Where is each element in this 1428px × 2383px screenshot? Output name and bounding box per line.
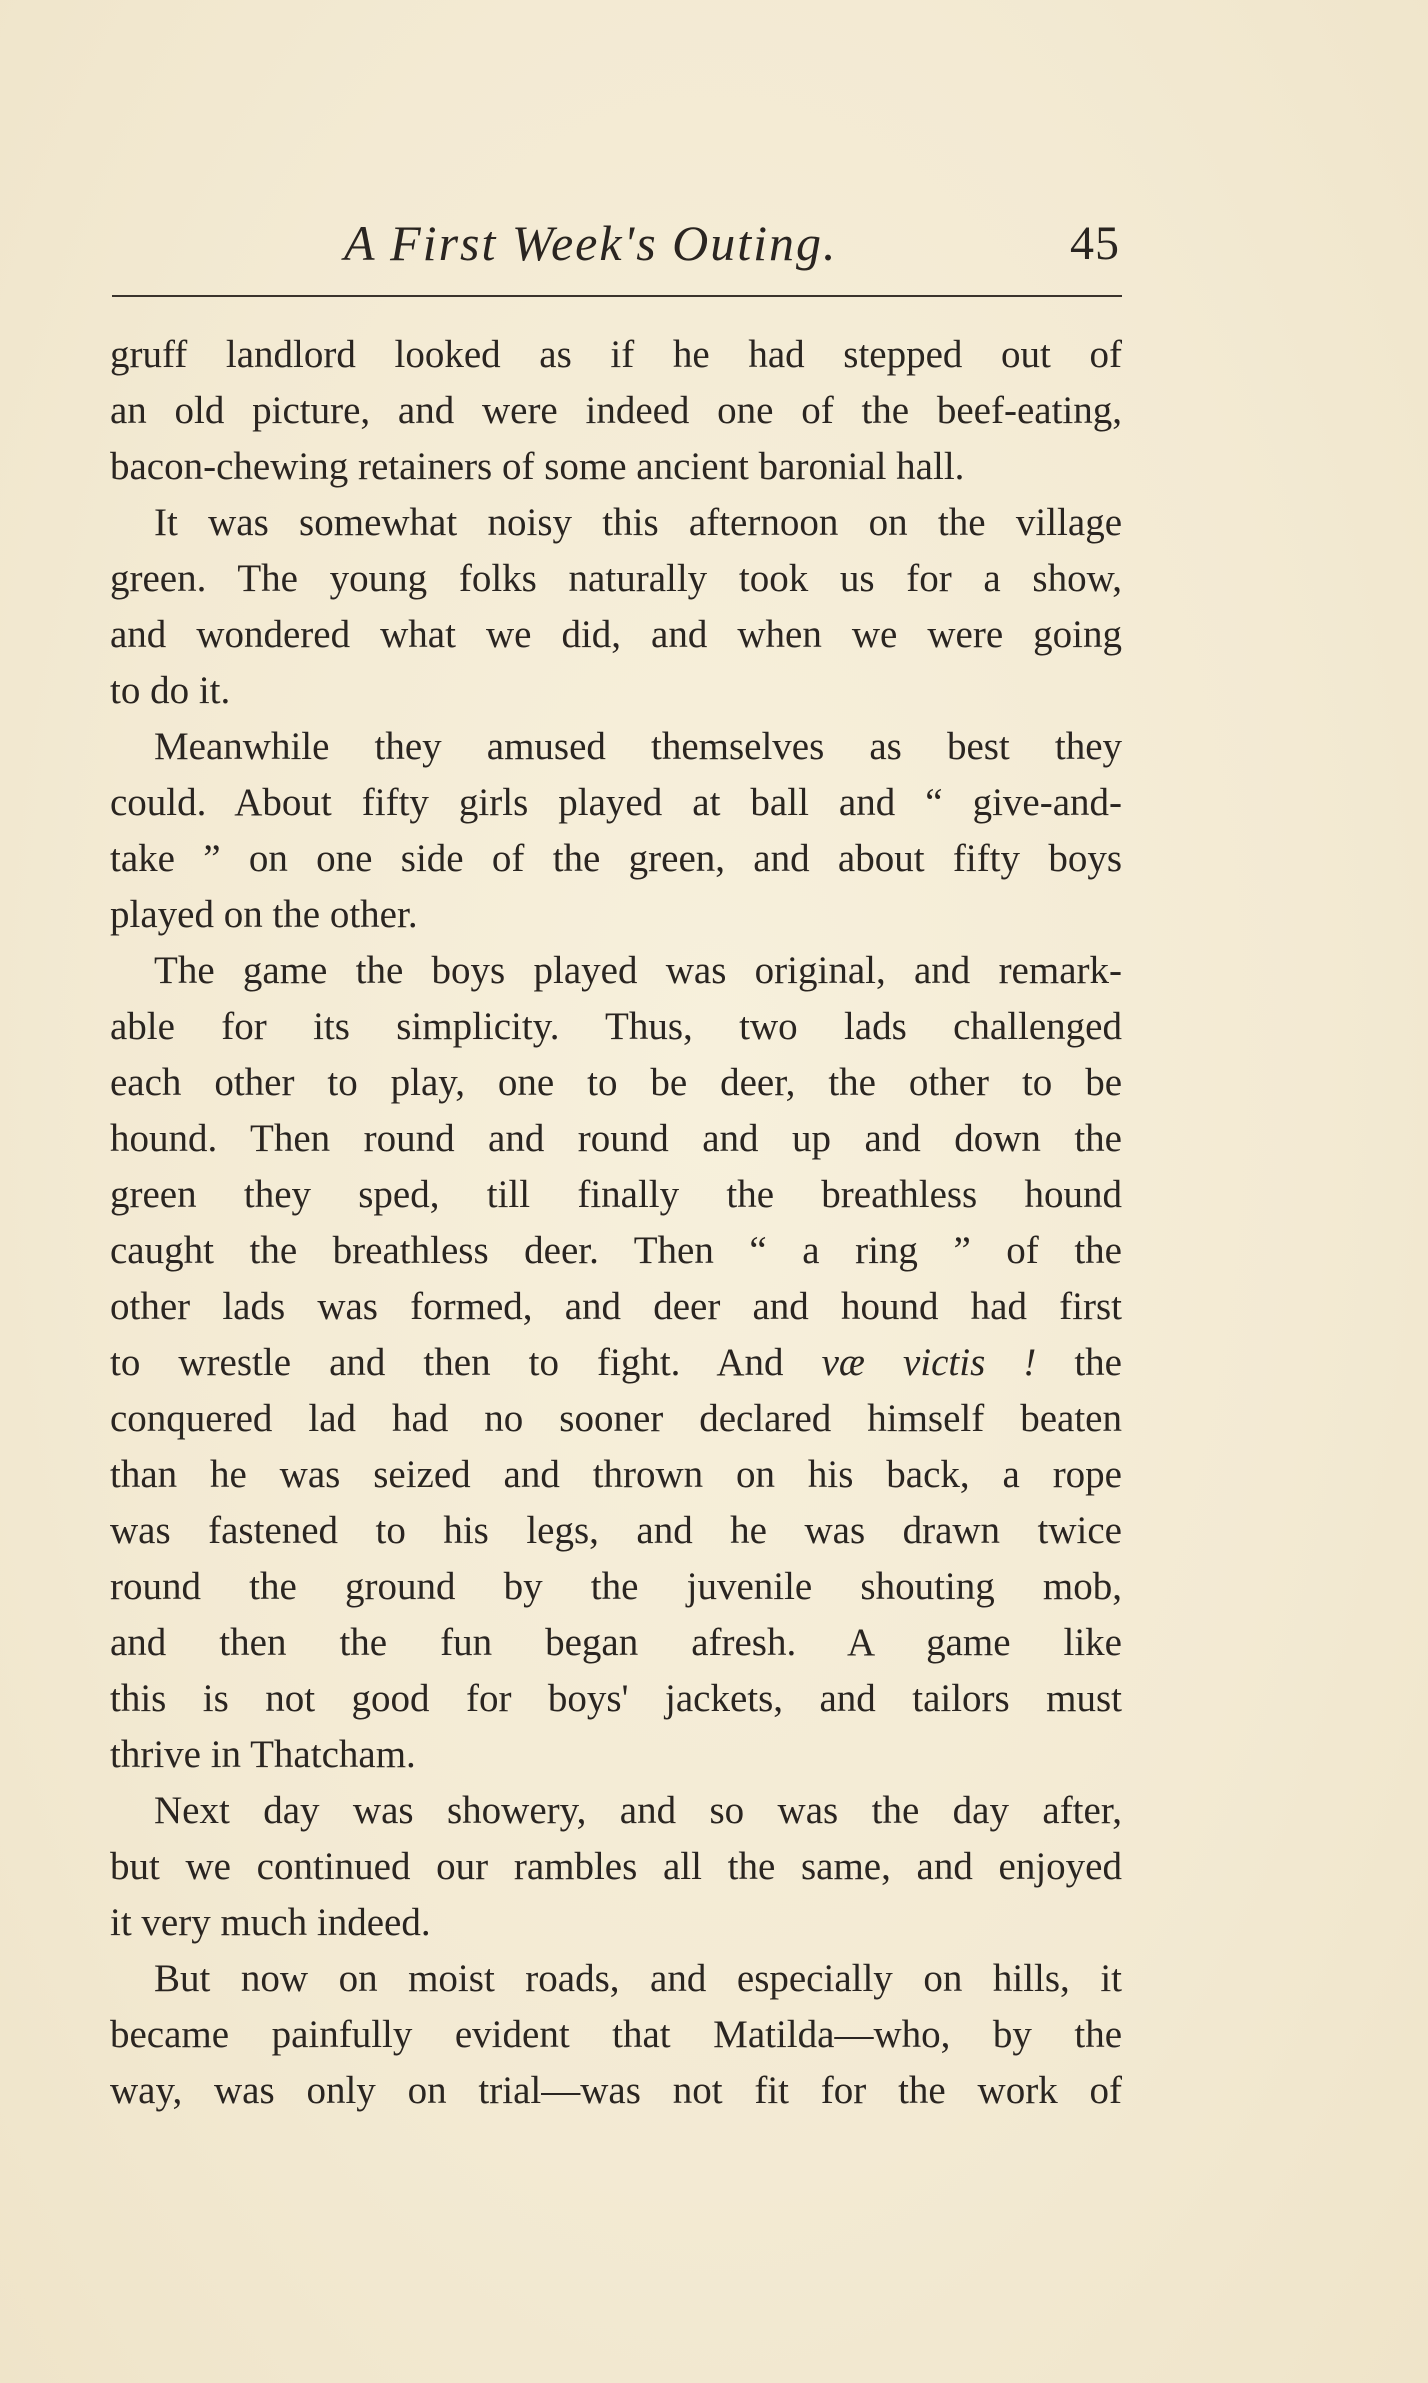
text-line: But now on moist roads, and especially on hills, it [154, 1957, 1122, 2000]
text-line: caught the breathless deer. Then “ a ring ” of the [110, 1229, 1122, 1272]
paragraph [110, 1951, 1122, 2119]
text-line: hound. Then round and round and up and down the [110, 1117, 1122, 1160]
text-line: green. The young folks naturally took us for a show, [110, 557, 1122, 600]
paragraph [110, 943, 1122, 1783]
text-line: than he was seized and thrown on his back, a rope [110, 1453, 1122, 1496]
text-line: The game the boys played was original, and remark- [154, 949, 1122, 992]
paragraph [110, 719, 1122, 943]
text-line: able for its simplicity. Thus, two lads challenged [110, 1005, 1122, 1048]
running-head [112, 214, 1120, 284]
text-line: each other to play, one to be deer, the other to be [110, 1061, 1122, 1104]
text-line: It was somewhat noisy this afternoon on the village [154, 501, 1122, 544]
body-text [110, 327, 1122, 2119]
text-line: other lads was formed, and deer and hound had first [110, 1285, 1122, 1328]
text-line: could. About fifty girls played at ball and “ give-and- [110, 781, 1122, 824]
text-line: round the ground by the juvenile shouting mob, [110, 1565, 1122, 1608]
text-line: green they sped, till finally the breathless hound [110, 1173, 1122, 1216]
text-line: it very much indeed. [110, 1901, 431, 1944]
text-segment: to wrestle and then to fight. And [110, 1341, 822, 1384]
text-line: but we continued our rambles all the same, and enjoyed [110, 1845, 1122, 1888]
text-line: became painfully evident that Matilda—who, by the [110, 2013, 1122, 2056]
paragraph [110, 327, 1122, 495]
text-line: Meanwhile they amused themselves as best they [154, 725, 1122, 768]
latin-phrase: væ victis ! [821, 1341, 1037, 1384]
text-line: bacon-chewing retainers of some ancient baronial hall. [110, 445, 965, 488]
text-line: played on the other. [110, 893, 418, 936]
text-line: and wondered what we did, and when we were going [110, 613, 1122, 656]
paragraph [110, 1783, 1122, 1951]
text-line: this is not good for boys' jackets, and tailors must [110, 1677, 1122, 1720]
text-line: way, was only on trial—was not fit for the work of [110, 2069, 1122, 2112]
text-line: conquered lad had no sooner declared himself beaten [110, 1397, 1122, 1440]
text-line: was fastened to his legs, and he was drawn twice [110, 1509, 1122, 1552]
text-line: thrive in Thatcham. [110, 1733, 416, 1776]
running-title: A First Week's Outing. [344, 215, 838, 271]
header-rule [112, 295, 1122, 297]
text-line: take ” on one side of the green, and about fifty boys [110, 837, 1122, 880]
text-line: and then the fun began afresh. A game like [110, 1621, 1122, 1664]
text-line: Next day was showery, and so was the day after, [154, 1789, 1122, 1832]
page-number: 45 [1070, 217, 1120, 270]
text-line-with-italic [110, 1335, 1122, 1391]
text-line: to do it. [110, 669, 231, 712]
paragraph [110, 495, 1122, 719]
text-line: an old picture, and were indeed one of the beef-eating, [110, 389, 1122, 432]
text-segment: the [1036, 1341, 1122, 1384]
text-line: gruff landlord looked as if he had stepped out of [110, 333, 1122, 376]
